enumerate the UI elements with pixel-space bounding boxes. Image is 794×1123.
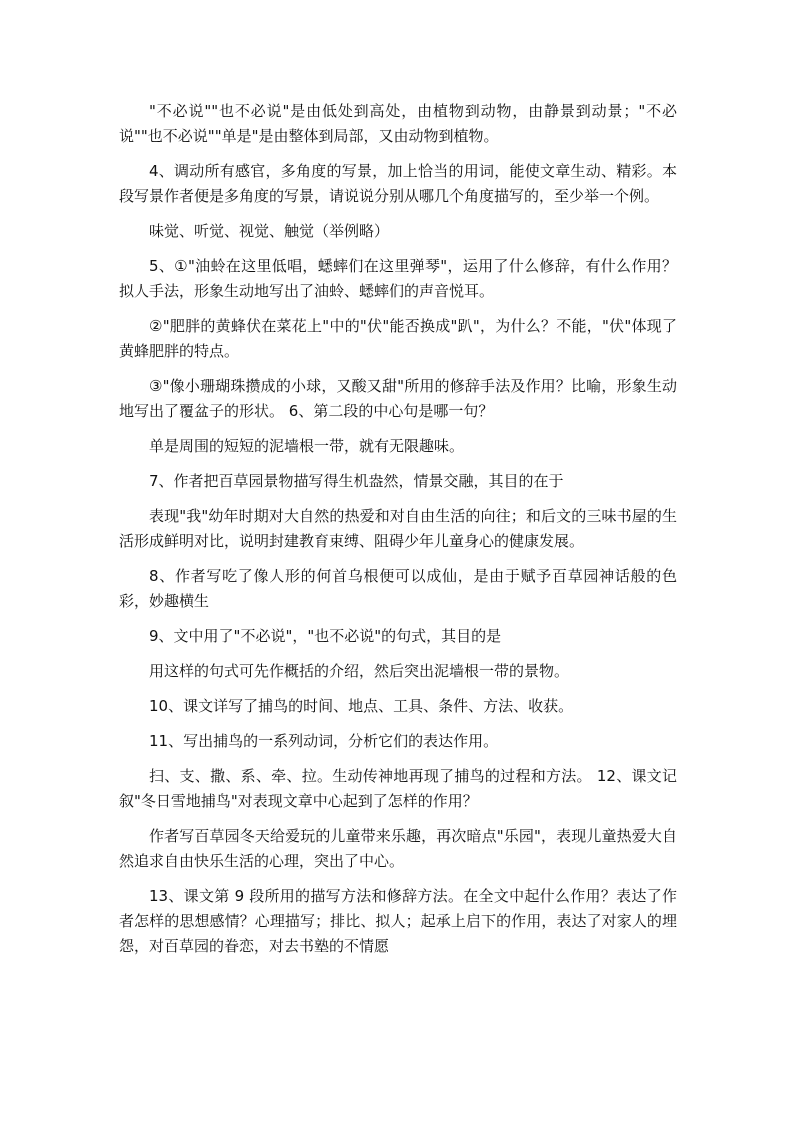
question-4: 4、调动所有感官，多角度的写景，加上恰当的用词，能使文章生动、精彩。本段写景作者便是多角度的写景，请说说分别从哪几个角度描写的，至少举一个例。 [119, 162, 677, 205]
question-5-3: ③"像小珊瑚珠攒成的小球，又酸又甜"所用的修辞手法及作用？比喻，形象生动地写出了覆盆子的形状。 6、第二段的中心句是哪一句？ [119, 377, 677, 420]
answer-12: 作者写百草园冬天给爱玩的儿童带来乐趣，再次暗点"乐园"，表现儿童热爱大自然追求自由快乐生活的心理，突出了中心。 [119, 827, 677, 870]
question-10: 10、课文详写了捕鸟的时间、地点、工具、条件、方法、收获。 [149, 697, 574, 715]
answer-11-question-12: 扫、支、撒、系、牵、拉。生动传神地再现了捕鸟的过程和方法。 12、课文记叙"冬日雪地捕鸟"对表现文章中心起到了怎样的作用？ [119, 767, 677, 810]
question-11: 11、写出捕鸟的一系列动词，分析它们的表达作用。 [149, 732, 499, 750]
question-5-2: ②"肥胖的黄蜂伏在菜花上"中的"伏"能否换成"趴"，为什么？不能，"伏"体现了黄蜂肥胖的特点。 [119, 317, 677, 360]
answer-6: 单是周围的短短的泥墙根一带，就有无限趣味。 [149, 437, 465, 455]
question-7: 7、作者把百草园景物描写得生机盎然，情景交融，其目的在于 [149, 472, 564, 490]
answer-9: 用这样的句式可先作概括的介绍，然后突出泥墙根一带的景物。 [149, 662, 570, 680]
document-body [119, 99, 677, 969]
paragraph-scene-order: "不必说""也不必说"是由低处到高处，由植物到动物，由静景到动景；"不必说""也不必说""单是"是由整体到局部，又由动物到植物。 [119, 102, 677, 145]
answer-7: 表现"我"幼年时期对大自然的热爱和对自由生活的向往；和后文的三味书屋的生活形成鲜明对比，说明封建教育束缚、阻碍少年儿童身心的健康发展。 [119, 507, 677, 550]
question-8: 8、作者写吃了像人形的何首乌根便可以成仙，是由于赋予百草园神话般的色彩，妙趣横生 [119, 567, 677, 610]
answer-4: 味觉、听觉、视觉、触觉（举例略） [149, 222, 390, 240]
question-5-1: 5、①"油蛉在这里低唱，蟋蟀们在这里弹琴"，运用了什么修辞，有什么作用？拟人手法，形象生动地写出了油蛉、蟋蟀们的声音悦耳。 [119, 257, 677, 300]
question-13: 13、课文第 9 段所用的描写方法和修辞方法。在全文中起什么作用？表达了作者怎样的思想感情？心理描写；排比、拟人；起承上启下的作用，表达了对家人的埋怨，对百草园的眷恋，对去书塾的不情愿 [119, 887, 677, 955]
question-9: 9、文中用了"不必说"，"也不必说"的句式，其目的是 [149, 627, 502, 645]
